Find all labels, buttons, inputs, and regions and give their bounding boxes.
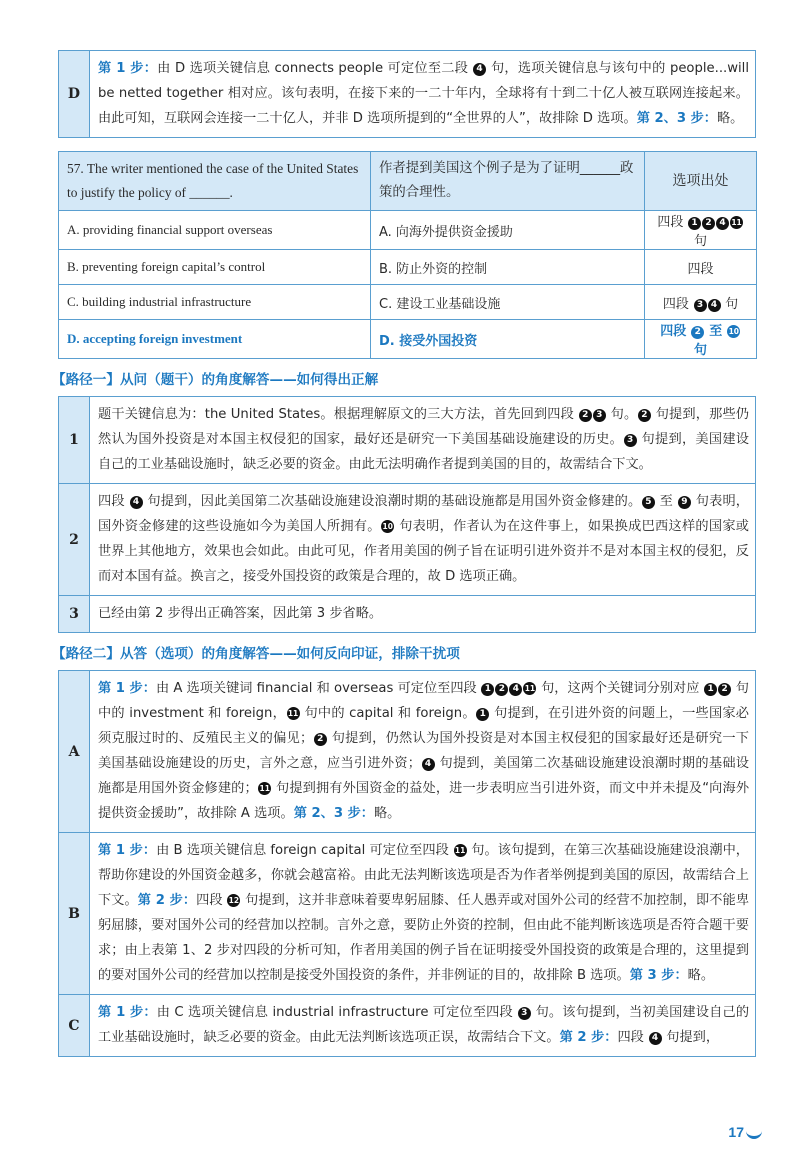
sentence-number-badge: 10 — [728, 327, 740, 336]
sentence-number-badge: 4 — [473, 63, 486, 76]
option-source: 四段 — [645, 250, 757, 285]
row-label: 3 — [59, 596, 90, 633]
sentence-number-badge: 11 — [731, 218, 742, 227]
option-source: 四段 2 至 10 句 — [645, 320, 757, 359]
option-chinese: B. 防止外资的控制 — [371, 250, 645, 285]
option-english: B. preventing foreign capital’s control — [59, 250, 371, 285]
analysis-text-2: 四段 12 句提到，这并非意味着要卑躬屈膝、任人愚弄或对国外公司的经营不加控制，即不能卑躬屈膝，要对国外公司的经营加以控制。言外之意，要防止外资的控制，但由此不能判断该选项是否符合题干要求；由上表第 1、2 步对四段的分析可知，作者用美国的例子旨在证明接受外国投资的政策是合理的，这里提到的要对国外公司的经营加以控制是接受外国投资的条件，并非例证的目的，故排除 B 选项。 — [98, 893, 750, 983]
option-row — [59, 211, 757, 250]
sentence-number-badge: 11 — [287, 709, 299, 718]
sentence-number-badge: 11 — [454, 846, 466, 855]
route-1-step-row — [59, 397, 756, 484]
question-57-table — [58, 151, 757, 359]
sentence-number-badge: 3 — [694, 299, 707, 312]
step-1-label: 第 1 步： — [98, 61, 158, 76]
option-d-table — [58, 50, 756, 138]
question-header-row — [59, 152, 757, 211]
option-chinese: C. 建设工业基础设施 — [371, 285, 645, 320]
option-source: 四段 3 4 句 — [645, 285, 757, 320]
sentence-number-badge: 4 — [708, 299, 721, 312]
sentence-number-badge: 1 — [481, 683, 494, 696]
sentence-number-badge: 4 — [649, 1032, 662, 1045]
analysis-text: 由 A 选项关键词 financial 和 overseas 可定位至四段 1 2 4 11 句，这两个关键词分别对应 1 2 句中的 investment 和 foreign， 11 句中的 capital 和 foreign。 1 句提到，在引进外资的问题上，一些国家必须克服过时的、反殖民主义的偏见； 2 句提到，仍然认为国外投资是对本国主权侵犯的国家最好还是研究一下美国基础设施建设的历史，言外之意，应当引进外资； 4 句提到，美国第二次基础设施建设浪潮时期的基础设施都是用国外资金修建的； 11 句提到拥有外国资金的益处，进一步表明应当引进外资，而文中并未提及“向海外提供资金援助”，故排除 A 选项。 — [98, 681, 750, 821]
option-english: D. accepting foreign investment — [59, 320, 371, 359]
row-label: A — [59, 671, 90, 833]
row-label: 1 — [59, 397, 90, 484]
sentence-number-badge: 2 — [579, 409, 592, 422]
analysis-tail: 略。 — [373, 806, 401, 821]
sentence-number-badge: 2 — [702, 217, 715, 230]
sentence-number-badge: 10 — [382, 522, 393, 531]
sentence-number-badge: 3 — [593, 409, 606, 422]
step-1-label: 第 1 步： — [98, 1005, 157, 1020]
page-number — [728, 1124, 762, 1140]
option-analysis — [90, 671, 756, 833]
step-23-label: 第 2、3 步： — [636, 111, 717, 126]
question-chinese: 作者提到美国这个例子是为了证明______政策的合理性。 — [371, 152, 645, 211]
sentence-number-badge: 11 — [524, 684, 536, 693]
step-1-label: 第 1 步： — [98, 843, 157, 858]
sentence-number-badge: 4 — [716, 217, 729, 230]
option-english: C. building industrial infrastructure — [59, 285, 371, 320]
step-2-label: 第 2 步： — [559, 1030, 618, 1045]
page-content — [52, 50, 756, 1057]
route-2-option-row — [59, 995, 756, 1057]
correct-option-row — [59, 320, 757, 359]
analysis-text-2: 四段 4 句提到， — [617, 1030, 720, 1045]
question-english: 57. The writer mentioned the case of the United States to justify the policy of ______. — [59, 152, 371, 211]
analysis-tail: 略。 — [687, 968, 715, 983]
sentence-number-badge: 4 — [130, 496, 143, 509]
option-row — [59, 285, 757, 320]
route-1-step-row — [59, 596, 756, 633]
option-chinese: D. 接受外国投资 — [371, 320, 645, 359]
option-row — [59, 250, 757, 285]
sentence-number-badge: 2 — [314, 733, 327, 746]
step-2-label: 第 2 步： — [137, 893, 197, 908]
sentence-number-badge: 2 — [718, 683, 731, 696]
sentence-number-badge: 9 — [678, 496, 691, 509]
route-1-heading: 【路径一】从问（题干）的角度解答——如何得出正解 — [52, 372, 379, 388]
option-english: A. providing financial support overseas — [59, 211, 371, 250]
step-23-label: 第 2、3 步： — [293, 806, 374, 821]
sentence-number-badge: 4 — [422, 758, 435, 771]
sentence-number-badge: 5 — [642, 496, 655, 509]
sentence-number-badge: 2 — [495, 683, 508, 696]
option-d-analysis — [90, 51, 756, 138]
route-2-table — [58, 670, 756, 1057]
row-label: C — [59, 995, 90, 1057]
sentence-number-badge: 2 — [691, 326, 704, 339]
sentence-number-badge: 2 — [638, 409, 651, 422]
option-d-row — [59, 51, 756, 138]
sentence-number-badge: 12 — [228, 896, 240, 905]
sentence-number-badge: 1 — [704, 683, 717, 696]
sentence-number-badge: 3 — [518, 1007, 531, 1020]
row-label: D — [59, 51, 90, 138]
sentence-number-badge: 11 — [259, 784, 270, 793]
analysis-text: 由 C 选项关键信息 industrial infrastructure 可定位至四段 3 句。该句提到，当初美国建设自己的工业基础设施时，缺乏必要的资金。由此无法判断该选项正误，故需结合下文。 — [98, 1005, 749, 1045]
graduation-cap-icon — [746, 1128, 762, 1139]
step-text: 四段 4 句提到，因此美国第二次基础设施建设浪潮时期的基础设施都是用国外资金修建的。 5 至 9 句表明，国外资金修建的这些设施如今为美国人所拥有。 10 句表明，作者认为在这件事上，如果换成巴西这样的国家或世界上其他地方，效果也会如此。由此可见，作者用美国的例子旨在证明引进外资并不是对本国主权的侵犯，反而对本国有益。换言之，接受外国投资的政策是合理的，故 D 选项正确。 — [90, 484, 756, 596]
option-analysis — [90, 995, 756, 1057]
analysis-text: 由 B 选项关键信息 foreign capital 可定位至四段 11 句。该句提到，在第三次基础设施建设浪潮中，帮助你建设的外国资金越多，你就会越富裕。由此无法判断该选项是否为作者举例提到美国的原因，故需结合上下文。 — [98, 843, 749, 908]
route-2-option-row — [59, 671, 756, 833]
sentence-number-badge: 1 — [688, 217, 701, 230]
route-2-option-row — [59, 833, 756, 995]
route-1-table — [58, 396, 756, 633]
analysis-text: 由 D 选项关键信息 connects people 可定位至二段 4 句，选项关键信息与该句中的 people...will be netted together 相对应。该句表明，在接下来的一二十年内，全球将有十到二十亿人被互联网连接起来。由此可知，互联网会连接一二十亿人，并非 D 选项所提到的“全世界的人”，故排除 D 选项。 — [98, 61, 750, 126]
page-number-text: 17 — [728, 1124, 744, 1140]
row-label: B — [59, 833, 90, 995]
sentence-number-badge: 3 — [624, 434, 637, 447]
row-label: 2 — [59, 484, 90, 596]
option-chinese: A. 向海外提供资金援助 — [371, 211, 645, 250]
source-header: 选项出处 — [645, 152, 757, 211]
route-2-heading: 【路径二】从答（选项）的角度解答——如何反向印证，排除干扰项 — [52, 646, 460, 662]
step-1-label: 第 1 步： — [98, 681, 156, 696]
analysis-tail: 略。 — [716, 111, 744, 126]
step-3-label: 第 3 步： — [629, 968, 688, 983]
route-1-step-row — [59, 484, 756, 596]
step-text: 题干关键信息为：the United States。根据理解原文的三大方法，首先回到四段 2 3 句。 2 句提到，那些仍然认为国外投资是对本国主权侵犯的国家，最好还是研究一下美国基础设施建设的历史。 3 句提到，美国建设自己的工业基础设施时，缺乏必要的资金。由此无法明确作者提到美国的目的，故需结合下文。 — [90, 397, 756, 484]
option-source: 四段 1 2 4 11 句 — [645, 211, 757, 250]
sentence-number-badge: 4 — [509, 683, 522, 696]
step-text: 已经由第 2 步得出正确答案，因此第 3 步省略。 — [90, 596, 756, 633]
option-analysis — [90, 833, 756, 995]
sentence-number-badge: 1 — [476, 708, 489, 721]
